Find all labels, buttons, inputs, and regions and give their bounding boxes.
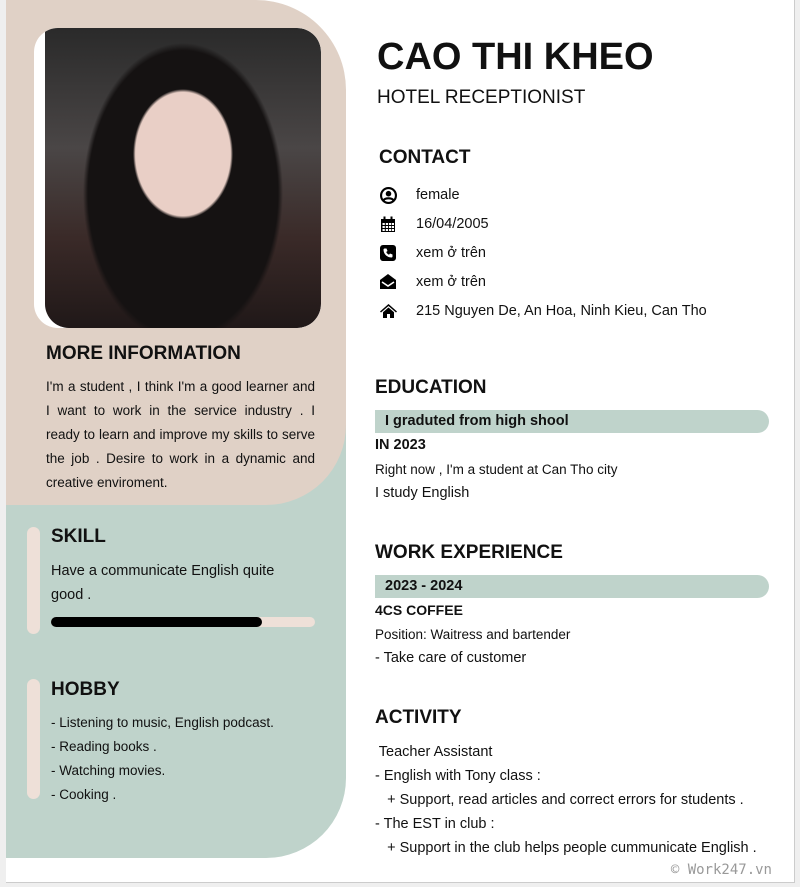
email-icon: [379, 273, 397, 291]
hobby-item: - Reading books .: [51, 739, 157, 754]
home-icon: [379, 302, 397, 320]
activity-list: [375, 740, 757, 860]
more-info-text: I'm a student , I think I'm a good learner and I want to work in the service industry . I ready to learn and improve my skills to serve the job . Desire to work in a dynamic and creative enviroment.: [46, 379, 315, 490]
work-duty: - Take care of customer: [375, 650, 527, 666]
contact-text: female: [416, 187, 460, 203]
profile-photo-frame: [34, 28, 321, 328]
work-position: Position: Waitress and bartender: [375, 627, 571, 642]
contact-text: 16/04/2005: [416, 216, 489, 232]
contact-text: 215 Nguyen De, An Hoa, Ninh Kieu, Can Tho: [416, 303, 707, 319]
candidate-name: CAO THI KHEO: [377, 36, 654, 78]
education-title: EDUCATION: [375, 377, 487, 398]
skill-text: Have a communicate English quite good .: [51, 563, 275, 603]
education-line: Right now , I'm a student at Can Tho city: [375, 462, 618, 477]
skill-title: SKILL: [51, 526, 106, 547]
user-icon: [379, 186, 397, 204]
profile-photo: [45, 28, 321, 328]
contact-phone: [379, 244, 486, 262]
more-info-title: MORE INFORMATION: [46, 343, 241, 364]
hobby-list: [51, 711, 274, 807]
hobby-item: - Listening to music, English podcast.: [51, 715, 274, 730]
education-band: I graduted from high shool: [375, 410, 769, 433]
education-year: IN 2023: [375, 437, 426, 453]
candidate-role: HOTEL RECEPTIONIST: [377, 87, 586, 108]
phone-icon: [379, 244, 397, 262]
contact-text: xem ở trên: [416, 274, 486, 290]
contact-email: [379, 273, 486, 291]
work-title: WORK EXPERIENCE: [375, 542, 563, 563]
contact-address: [379, 302, 707, 320]
skill-progress-fill: [51, 617, 262, 627]
work-band: 2023 - 2024: [375, 575, 769, 598]
calendar-icon: [379, 215, 397, 233]
skill-progress-bar: [51, 617, 315, 627]
contact-title: CONTACT: [379, 147, 471, 168]
contact-text: xem ở trên: [416, 245, 486, 261]
hobby-item: - Cooking .: [51, 787, 117, 802]
activity-title: ACTIVITY: [375, 707, 462, 728]
activity-line: + Support in the club helps people cummunicate English .: [375, 840, 757, 856]
hobby-accent-bar: [27, 679, 40, 799]
education-line: I study English: [375, 485, 470, 501]
skill-accent-bar: [27, 527, 40, 634]
hobby-title: HOBBY: [51, 679, 120, 700]
contact-birthday: [379, 215, 489, 233]
watermark: © Work247.vn: [670, 862, 772, 878]
activity-line: - The EST in club :: [375, 816, 495, 832]
work-company: 4CS COFFEE: [375, 602, 463, 618]
activity-line: Teacher Assistant: [375, 744, 493, 760]
contact-gender: [379, 186, 460, 204]
activity-line: + Support, read articles and correct errors for students .: [375, 792, 744, 808]
activity-line: - English with Tony class :: [375, 768, 541, 784]
hobby-item: - Watching movies.: [51, 763, 166, 778]
